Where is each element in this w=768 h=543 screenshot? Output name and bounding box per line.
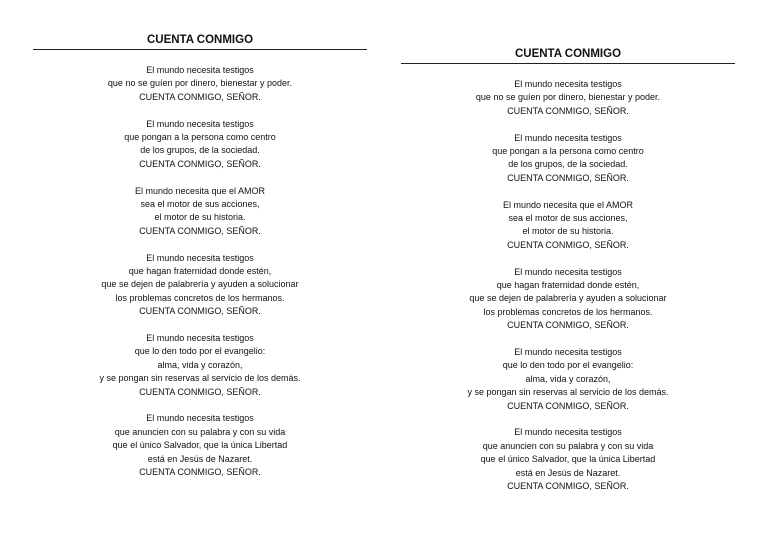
poem-line: que no se guíen por dinero, bienestar y poder. — [107, 78, 293, 89]
stanza — [401, 199, 735, 253]
poem-line: y se pongan sin reservas al servicio de los demás. — [99, 373, 301, 384]
poem-line: El mundo necesita testigos — [514, 79, 622, 89]
stanza — [401, 132, 735, 186]
poem-line: está en Jesús de Nazaret. — [147, 453, 253, 464]
poem-line: que no se guíen por dinero, bienestar y poder. — [475, 92, 661, 103]
poem-line: de los grupos, de la sociedad. — [508, 159, 628, 170]
poem-line: El mundo necesita testigos — [146, 413, 254, 424]
poem-line: CUENTA CONMIGO, SEÑOR. — [139, 225, 261, 236]
poem-line: El mundo necesita testigos — [514, 347, 622, 358]
stanza — [33, 332, 367, 399]
stanza — [401, 266, 735, 333]
poem-line: alma, vida y corazón, — [525, 373, 611, 384]
poem-line: que el único Salvador, que la única Libertad — [480, 454, 656, 465]
stanza — [33, 64, 367, 104]
poem-line: sea el motor de sus acciones, — [140, 199, 260, 210]
poem-line: CUENTA CONMIGO, SEÑOR. — [507, 320, 629, 331]
poem-line: que pongan a la persona como centro — [124, 132, 276, 143]
poem-line: CUENTA CONMIGO, SEÑOR. — [507, 481, 629, 492]
poem-line: CUENTA CONMIGO, SEÑOR. — [507, 172, 629, 183]
poem-line: que anuncien con su palabra y con su vida — [114, 426, 286, 437]
poem-line: CUENTA CONMIGO, SEÑOR. — [507, 105, 629, 116]
poem-body — [401, 78, 735, 494]
poem-line: El mundo necesita testigos — [146, 118, 254, 129]
poem-line: CUENTA CONMIGO, SEÑOR. — [507, 400, 629, 411]
poem-line: que lo den todo por el evangelio: — [502, 360, 634, 371]
poem-line: los problemas concretos de los hermanos. — [115, 292, 285, 303]
poem-line: que hagan fraternidad donde estén, — [496, 280, 640, 291]
poem-body — [33, 64, 367, 480]
poem-line: El mundo necesita testigos — [146, 65, 254, 75]
poem-line: El mundo necesita testigos — [514, 427, 622, 438]
poem-line: El mundo necesita que el AMOR — [502, 199, 634, 210]
right-page — [401, 47, 735, 507]
stanza — [33, 118, 367, 172]
poem-line: alma, vida y corazón, — [157, 359, 243, 370]
poem-line: El mundo necesita testigos — [146, 333, 254, 344]
poem-line: sea el motor de sus acciones, — [508, 213, 628, 224]
stanza — [33, 252, 367, 319]
poem-line: de los grupos, de la sociedad. — [140, 145, 260, 156]
poem-line: que el único Salvador, que la única Libertad — [112, 440, 288, 451]
stanza — [401, 346, 735, 413]
stanza — [33, 412, 367, 479]
poem-line: CUENTA CONMIGO, SEÑOR. — [139, 91, 261, 102]
poem-line: que anuncien con su palabra y con su vida — [482, 440, 654, 451]
poem-line: El mundo necesita testigos — [146, 252, 254, 263]
poem-line: y se pongan sin reservas al servicio de los demás. — [467, 387, 669, 398]
poem-line: CUENTA CONMIGO, SEÑOR. — [139, 467, 261, 478]
poem-line: que lo den todo por el evangelio: — [134, 346, 266, 357]
stanza — [401, 426, 735, 493]
poem-line: CUENTA CONMIGO, SEÑOR. — [139, 158, 261, 169]
poem-line: que se dejen de palabrería y ayuden a solucionar — [101, 279, 299, 290]
left-page — [33, 33, 367, 493]
poem-line: el motor de su historia. — [522, 226, 614, 237]
poem-line: El mundo necesita que el AMOR — [134, 185, 266, 196]
poem-line: que se dejen de palabrería y ayuden a solucionar — [469, 293, 667, 304]
stanza — [33, 185, 367, 239]
page-title: CUENTA CONMIGO — [401, 47, 735, 64]
poem-line: el motor de su historia. — [154, 212, 246, 223]
poem-line: CUENTA CONMIGO, SEÑOR. — [139, 306, 261, 317]
poem-line: está en Jesús de Nazaret. — [515, 467, 621, 478]
stanza — [401, 78, 735, 118]
page-title: CUENTA CONMIGO — [33, 33, 367, 50]
poem-line: los problemas concretos de los hermanos. — [483, 306, 653, 317]
poem-line: que hagan fraternidad donde estén, — [128, 266, 272, 277]
poem-line: El mundo necesita testigos — [514, 266, 622, 277]
poem-line: El mundo necesita testigos — [514, 132, 622, 143]
poem-line: que pongan a la persona como centro — [492, 146, 644, 157]
poem-line: CUENTA CONMIGO, SEÑOR. — [507, 239, 629, 250]
poem-line: CUENTA CONMIGO, SEÑOR. — [139, 386, 261, 397]
